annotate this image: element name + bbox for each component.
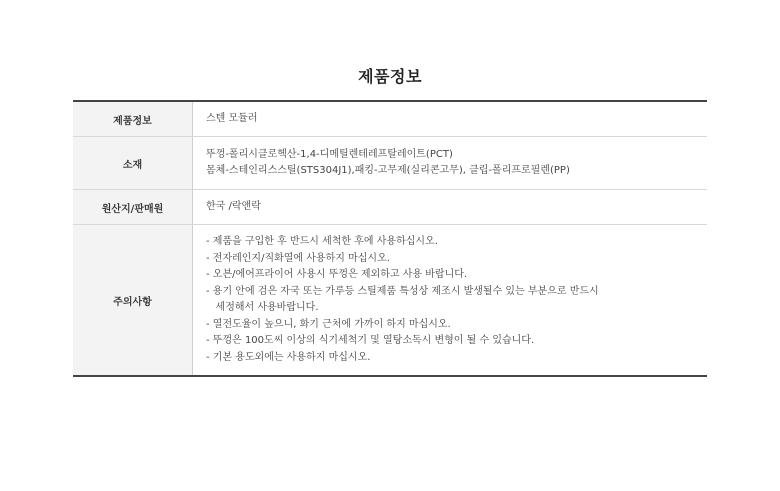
row-value bbox=[193, 137, 708, 190]
row-label: 소재 bbox=[73, 137, 193, 190]
row-label: 제품정보 bbox=[73, 101, 193, 137]
value-line: 뚜껑-폴리시클로헥산-1,4-디메틸렌테레프탈레이트(PCT) bbox=[206, 148, 453, 160]
value-line: 몸체-스테인리스스틸(STS304J1),패킹-고무제(실리콘고무), 클립-폴리프로필렌(PP) bbox=[206, 165, 570, 176]
row-label: 원산지/판매원 bbox=[73, 190, 193, 225]
caution-line: - 전자레인지/직화열에 사용하지 마십시오. bbox=[206, 252, 390, 264]
value-line: 스텐 모듈러 bbox=[206, 112, 258, 124]
table-row-origin-seller bbox=[73, 190, 707, 225]
row-value bbox=[193, 101, 708, 137]
page-title: 제품정보 bbox=[358, 67, 422, 86]
caution-line: - 뚜껑은 100도씨 이상의 식기세척기 및 열탕소독시 변형이 될 수 있습니다. bbox=[206, 335, 535, 346]
product-info-table bbox=[73, 100, 707, 377]
row-label: 주의사항 bbox=[73, 225, 193, 377]
caution-line: - 오븐/에어프라이어 사용시 뚜껑은 제외하고 사용 바랍니다. bbox=[206, 269, 468, 280]
table-row-material bbox=[73, 137, 707, 190]
row-value bbox=[193, 225, 708, 377]
caution-line: - 용기 안에 검은 자국 또는 가루등 스틸제품 특성상 제조시 발생될수 있는 부분으로 반드시 bbox=[206, 285, 599, 297]
value-line: 한국 /락앤락 bbox=[206, 200, 261, 212]
caution-line: - 제품을 구입한 후 반드시 세척한 후에 사용하십시오. bbox=[206, 236, 438, 247]
caution-line: - 열전도율이 높으니, 화기 근처에 가까이 하지 마십시오. bbox=[206, 318, 451, 330]
table-row-product-info bbox=[73, 101, 707, 137]
table-row-cautions bbox=[73, 225, 707, 377]
caution-line: 세정해서 사용바랍니다. bbox=[206, 302, 319, 313]
caution-line: - 기본 용도외에는 사용하지 마십시오. bbox=[206, 351, 371, 363]
row-value bbox=[193, 190, 708, 225]
